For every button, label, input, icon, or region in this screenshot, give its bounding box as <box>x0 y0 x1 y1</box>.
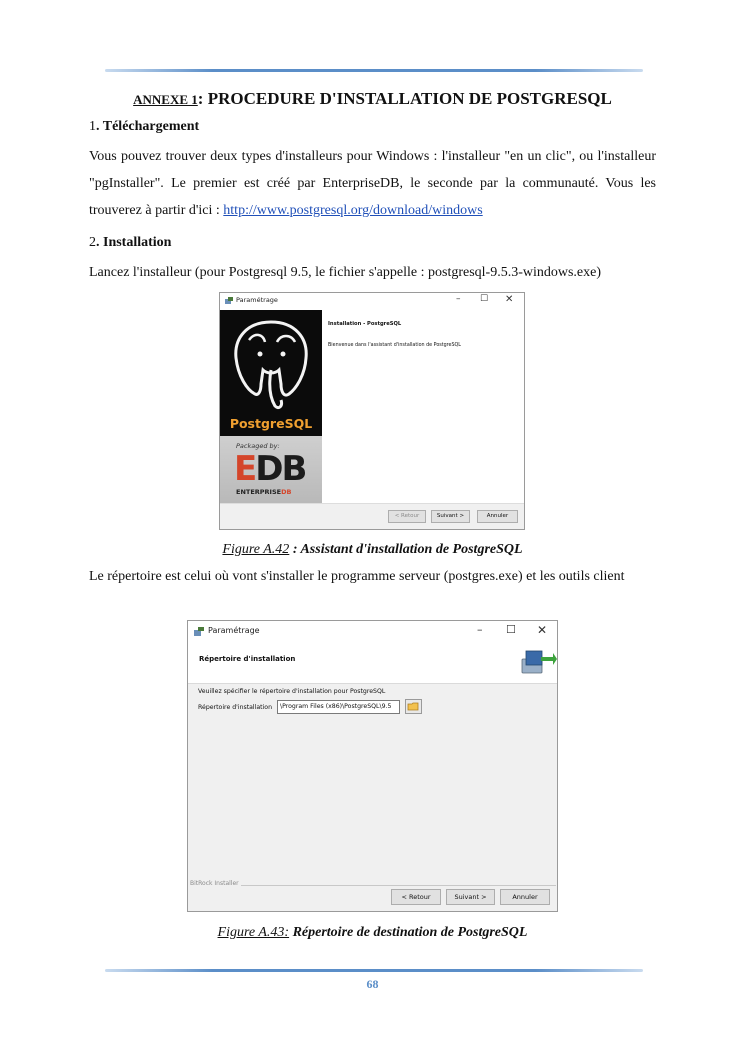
maximize-icon[interactable]: ☐ <box>480 294 489 304</box>
download-link[interactable]: http://www.postgresql.org/download/windows <box>223 203 483 218</box>
download-text: Vous pouvez trouver deux types d'installeurs pour Windows : l'installeur "en un clic", ou l'installeur "pgInstaller". Le premier est créé par EnterpriseDB, le seconde par la communauté. Vous les trouverez à partir d'ici : <box>89 149 656 218</box>
footer-rule <box>105 969 643 972</box>
title-bar <box>220 293 524 310</box>
window-title: Paramétrage <box>208 626 260 635</box>
section-heading-download <box>89 119 199 135</box>
minimize-icon[interactable]: – <box>456 294 461 304</box>
edb-logo <box>234 449 305 489</box>
button-bar <box>220 503 524 529</box>
title-text: PROCEDURE D'INSTALLATION DE POSTGRESQL <box>207 89 612 108</box>
app-icon <box>225 297 233 305</box>
section-number: 1 <box>89 119 96 134</box>
figure-text: Répertoire de destination de PostgreSQL <box>289 925 528 940</box>
installer-side-panel <box>220 310 322 505</box>
close-icon[interactable]: ✕ <box>505 294 514 305</box>
edb-logo-e: E <box>234 449 256 489</box>
installer-welcome-window <box>219 292 525 530</box>
packaged-by-panel <box>220 436 322 505</box>
back-button[interactable]: < Retour <box>391 889 441 905</box>
welcome-content <box>322 310 524 505</box>
app-icon <box>194 627 204 636</box>
close-icon[interactable]: ✕ <box>537 623 548 637</box>
postgresql-elephant-logo <box>225 314 317 414</box>
section-heading-installation <box>89 235 171 251</box>
header-rule <box>105 69 643 72</box>
welcome-heading: Installation - PostgreSQL <box>328 321 402 327</box>
installer-footer-divider <box>192 885 556 886</box>
wizard-header <box>188 641 557 684</box>
postgresql-brand: PostgreSQL <box>229 416 313 431</box>
folder-icon <box>406 700 421 713</box>
cancel-button[interactable]: Annuler <box>477 510 518 523</box>
directory-paragraph: Le répertoire est celui où vont s'installer le programme serveur (postgres.exe) et les outils client <box>89 569 625 584</box>
packaged-by-label: Packaged by: <box>236 442 280 450</box>
bitrock-installer-label: BitRock Installer <box>190 880 239 887</box>
page-title <box>0 89 745 109</box>
welcome-text: Bienvenue dans l'assistant d'installation de PostgreSQL <box>328 343 461 348</box>
enterprise-db-text: DB <box>281 488 292 496</box>
figure-label: Figure A.42 <box>222 542 290 557</box>
annexe-label: ANNEXE 1 <box>133 92 198 107</box>
browse-folder-button[interactable] <box>405 699 422 714</box>
download-paragraph <box>89 143 656 224</box>
wizard-heading: Répertoire d'installation <box>199 655 296 663</box>
title-bar <box>188 621 557 641</box>
enterprisedb-wordmark <box>236 488 291 496</box>
minimize-icon[interactable]: – <box>477 623 483 636</box>
section-title: . Installation <box>96 235 172 250</box>
next-button[interactable]: Suivant > <box>431 510 470 523</box>
install-directory-input[interactable]: \Program Files (x86)\PostgreSQL\9.5 <box>277 700 400 714</box>
window-title: Paramétrage <box>236 296 278 304</box>
figure-caption-a42 <box>0 542 745 558</box>
section-number: 2 <box>89 235 96 250</box>
next-button[interactable]: Suivant > <box>446 889 495 905</box>
enterprise-text: ENTERPRISE <box>236 488 282 496</box>
figure-label: Figure A.43: <box>217 925 290 940</box>
cancel-button[interactable]: Annuler <box>500 889 550 905</box>
directory-label: Répertoire d'installation <box>198 704 273 711</box>
page-number: 68 <box>366 977 379 991</box>
maximize-icon[interactable]: ☐ <box>506 623 516 636</box>
back-button[interactable]: < Retour <box>388 510 426 523</box>
installer-directory-window <box>187 620 558 912</box>
figure-text: : Assistant d'installation de PostgreSQL <box>289 542 523 557</box>
install-wizard-icon <box>519 647 557 677</box>
section-title: . Téléchargement <box>96 119 200 134</box>
figure-caption-a43 <box>0 925 745 941</box>
title-separator: : <box>197 89 208 108</box>
directory-instruction: Veuillez spécifier le répertoire d'installation pour PostgreSQL <box>198 688 386 695</box>
edb-logo-db: DB <box>255 449 306 489</box>
installation-paragraph: Lancez l'installeur (pour Postgresql 9.5, le fichier s'appelle : postgresql-9.5.3-windows.exe) <box>89 265 602 280</box>
